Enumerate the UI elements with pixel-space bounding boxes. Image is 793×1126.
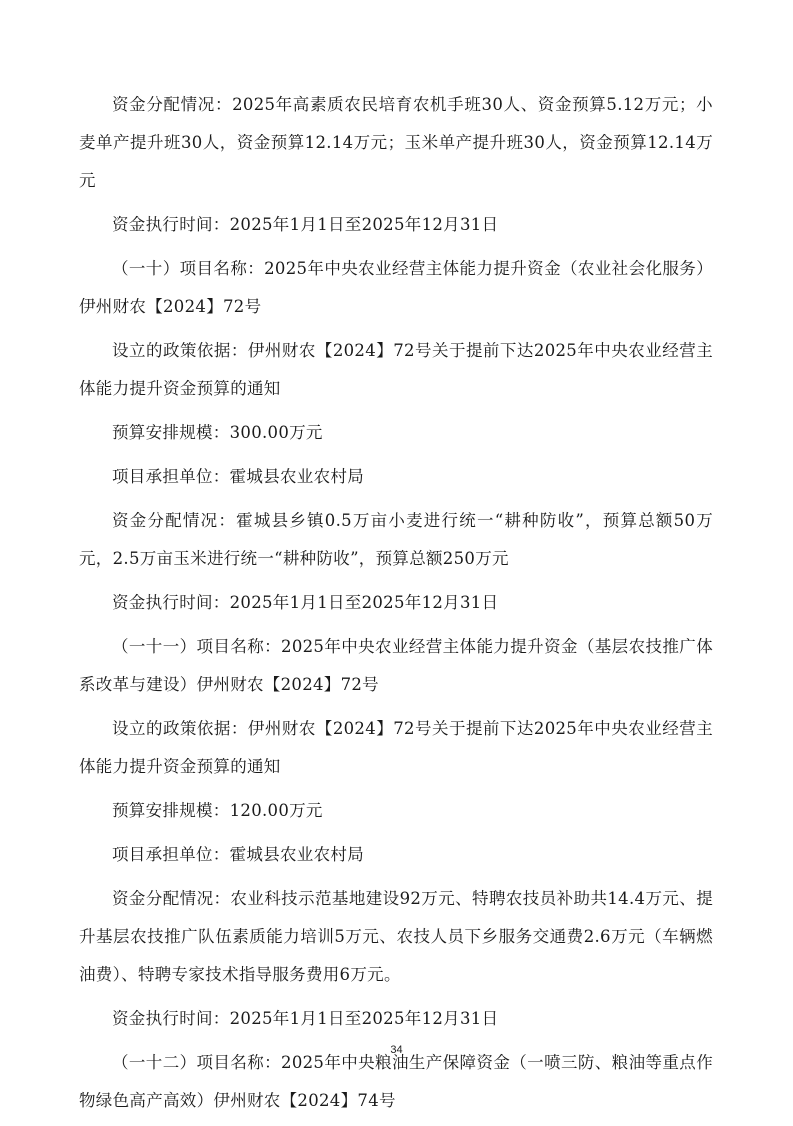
paragraph-fund-allocation: 资金分配情况：霍城县乡镇0.5万亩小麦进行统一“耕种防收”，预算总额50万元，2.5万亩玉米进行统一“耕种防收”，预算总额250万元 bbox=[79, 511, 713, 568]
paragraph-policy-basis: 设立的政策依据：伊州财农【2024】72号关于提前下达2025年中央农业经营主体能力提升资金预算的通知 bbox=[79, 341, 713, 398]
paragraph-project-12-title: （一十二）项目名称：2025年中央粮油生产保障资金（一喷三防、粮油等重点作物绿色高产高效）伊州财农【2024】74号 bbox=[79, 1053, 713, 1110]
paragraph-fund-allocation-training: 资金分配情况：2025年高素质农民培育农机手班30人、资金预算5.12万元；小麦单产提升班30人，资金预算12.14万元；玉米单产提升班30人，资金预算12.14万元 bbox=[79, 95, 713, 190]
paragraph-project-10-title: （一十）项目名称：2025年中央农业经营主体能力提升资金（农业社会化服务）伊州财农【2024】72号 bbox=[79, 259, 713, 316]
paragraph-fund-allocation: 资金分配情况：农业科技示范基地建设92万元、特聘农技员补助共14.4万元、提升基层农技推广队伍素质能力培训5万元、农技人员下乡服务交通费2.6万元（车辆燃油费）、特聘专家技术指导服务费用6万元。 bbox=[79, 889, 713, 984]
page-number: 34 bbox=[390, 1044, 403, 1056]
paragraph-project-11-title: （一十一）项目名称：2025年中央农业经营主体能力提升资金（基层农技推广体系改革与建设）伊州财农【2024】72号 bbox=[79, 637, 713, 694]
document-body bbox=[79, 86, 713, 1126]
paragraph-budget-scale: 预算安排规模：300.00万元 bbox=[112, 423, 323, 442]
paragraph-execution-time: 资金执行时间：2025年1月1日至2025年12月31日 bbox=[112, 215, 499, 234]
paragraph-execution-time: 资金执行时间：2025年1月1日至2025年12月31日 bbox=[112, 1009, 499, 1028]
paragraph-responsible-unit: 项目承担单位：霍城县农业农村局 bbox=[112, 845, 364, 864]
paragraph-budget-scale: 预算安排规模：120.00万元 bbox=[112, 801, 323, 820]
paragraph-execution-time: 资金执行时间：2025年1月1日至2025年12月31日 bbox=[112, 593, 499, 612]
paragraph-policy-basis: 设立的政策依据：伊州财农【2024】72号关于提前下达2025年中央农业经营主体能力提升资金预算的通知 bbox=[79, 719, 713, 776]
paragraph-responsible-unit: 项目承担单位：霍城县农业农村局 bbox=[112, 467, 364, 486]
